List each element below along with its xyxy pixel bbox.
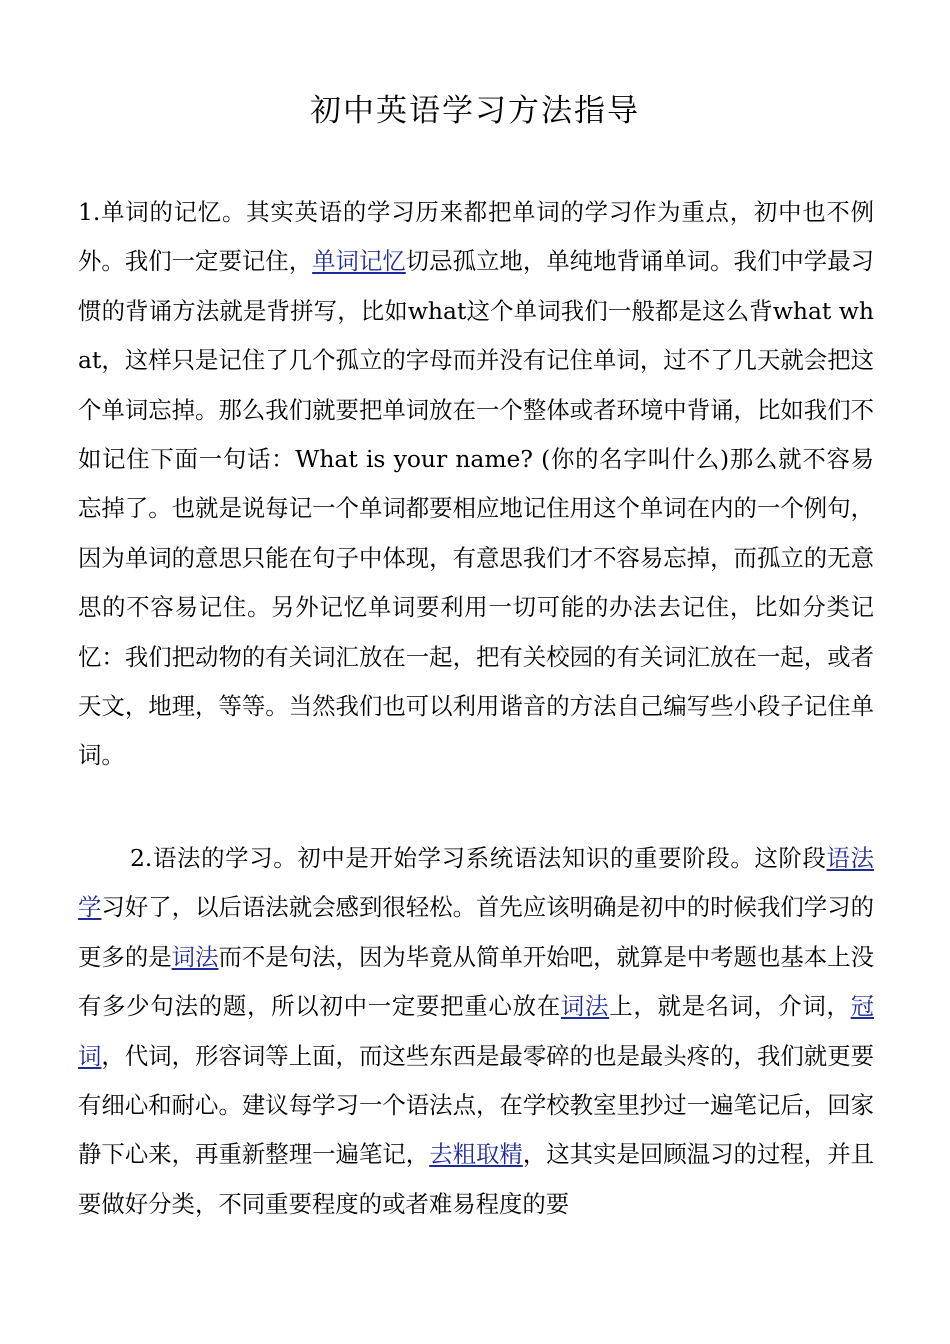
paragraph-text: 而不是句法，因为毕竟从简单开始吧，就算是中考题也基本上没有多少句法的题，所以初中一定要把重心放在: [78, 942, 875, 1021]
link-morphology[interactable]: 词法: [171, 942, 219, 971]
paragraph-text: 习好了，以后语法就会感到很轻松。首先应该明确是初中的时候我们学习的更多的是: [78, 893, 875, 971]
paragraph-text: 上，就是名词，介词，: [609, 992, 851, 1021]
link-word-memory[interactable]: 单词记忆: [312, 247, 406, 276]
paragraph-word-memory: [78, 188, 874, 781]
paragraph-text: ，代词，形容词等上面，而这些东西是最零碎的也是最头疼的，我们就更要有细心和耐心。建议每学习一个语法点，在学校教室里抄过一遍笔记后，回家静下心来，再重新整理一遍笔记，: [78, 1041, 875, 1169]
paragraph-text: 2.语法的学习。初中是开始学习系统语法知识的重要阶段。这阶段: [130, 844, 827, 872]
link-grammar-study[interactable]: 语法学: [78, 844, 874, 922]
link-morphology-2[interactable]: 词法: [560, 992, 610, 1021]
link-article[interactable]: 冠词: [78, 992, 875, 1070]
document-title: 初中英语学习方法指导: [310, 93, 640, 129]
link-refine[interactable]: 去粗取精: [429, 1140, 523, 1169]
paragraph-text: ，这其实是回顾温习的过程，并且要做好分类，不同重要程度的或者难易程度的要: [78, 1140, 875, 1218]
paragraph-grammar: [78, 834, 874, 1229]
paragraph-text: 切忌孤立地，单纯地背诵单词。我们中学最习惯的背诵方法就是背拼写，比如what这个单词我们一般都是这么背what what，这样只是记住了几个孤立的字母而并没有记住单词，过不了几天就会把这个单词忘掉。那么我们就要把单词放在一个整体或者环境中背诵，比如我们不如记住下面一句话：What is your name? (你的名字叫什么)那么就不容易忘掉了。也就是说每记一个单词都要相应地记住用这个单词在内的一个例句，因为单词的意思只能在句子中体现，有意思我们才不容易忘掉，而孤立的无意思的不容易记住。另外记忆单词要利用一切可能的办法去记住，比如分类记忆：我们把动物的有关词汇放在一起，把有关校园的有关词汇放在一起，或者天文，地理，等等。当然我们也可以利用谐音的方法自己编写些小段子记住单词。: [78, 247, 875, 770]
paragraph-text: 1.单词的记忆。其实英语的学习历来都把单词的学习作为重点，初中也不例外。我们一定要记住，: [78, 198, 874, 276]
